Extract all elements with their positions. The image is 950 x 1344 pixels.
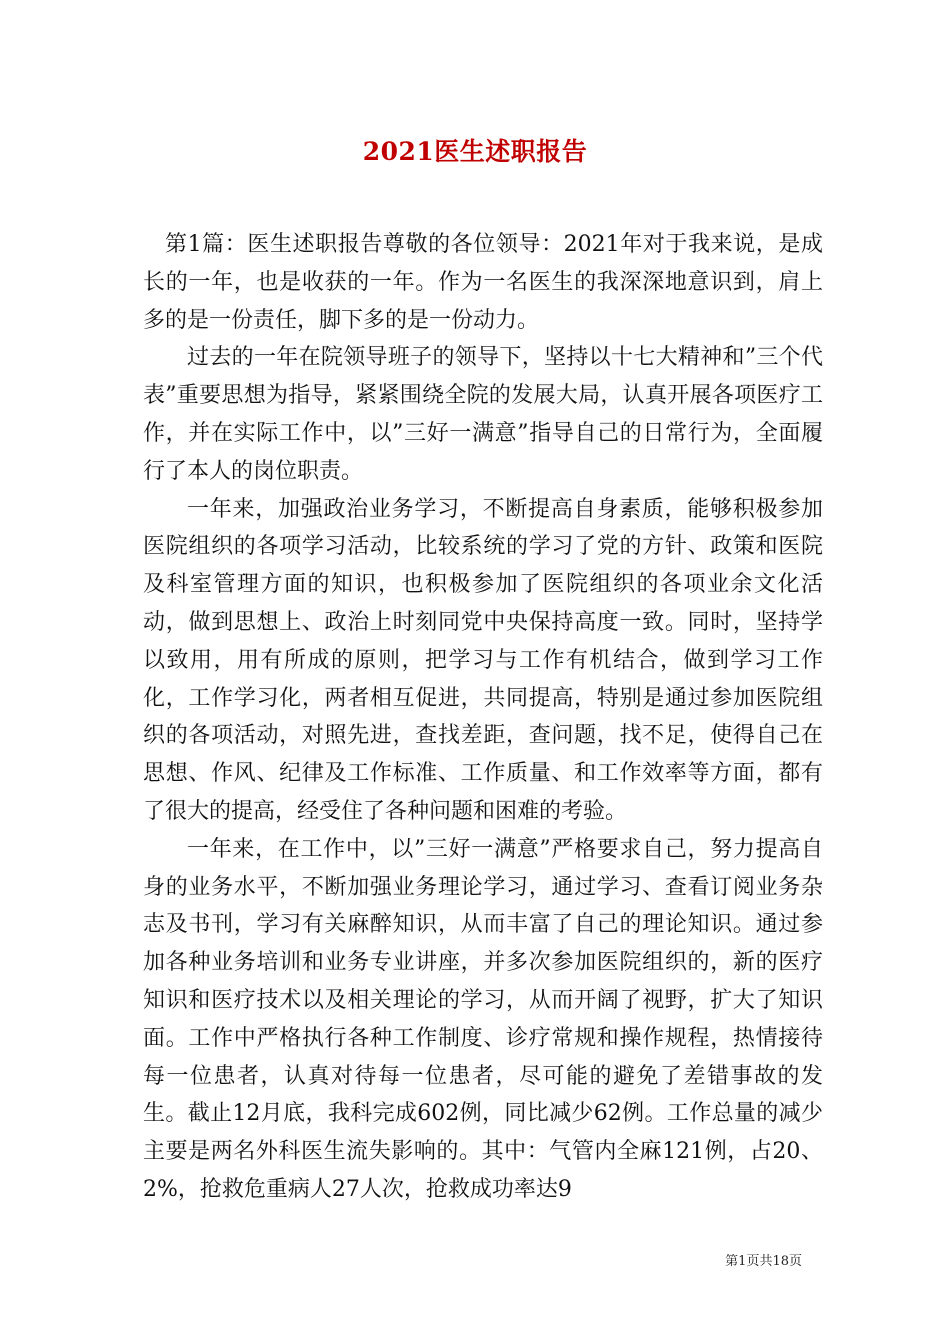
paragraph-4: 一年来，在工作中，以”三好一满意”严格要求自己，努力提高自身的业务水平，不断加强业务理论学习，通过学习、查看订阅业务杂志及书刊，学习有关麻醉知识，从而丰富了自己的理论知识。通过参加各种业务培训和业务专业讲座，并多次参加医院组织的，新的医疗知识和医疗技术以及相关理论的学习，从而开阔了视野，扩大了知识面。工作中严格执行各种工作制度、诊疗常规和操作规程，热情接待每一位患者，认真对待每一位患者，尽可能的避免了差错事故的发生。截止12月底，我科完成602例，同比减少62例。工作总量的减少主要是两名外科医生流失影响的。其中：气管内全麻121例，占20、2%，抢救危重病人27人次，抢救成功率达9 — [143, 836, 823, 1202]
paragraph-3: 一年来，加强政治业务学习，不断提高自身素质，能够积极参加医院组织的各项学习活动，比较系统的学习了党的方针、政策和医院及科室管理方面的知识，也积极参加了医院组织的各项业余文化活动，做到思想上、政治上时刻同党中央保持高度一致。同时，坚持学以致用，用有所成的原则，把学习与工作有机结合，做到学习工作化，工作学习化，两者相互促进，共同提高，特别是通过参加医院组织的各项活动，对照先进，查找差距，查问题，找不足，使得自己在思想、作风、纪律及工作标准、工作质量、和工作效率等方面，都有了很大的提高，经受住了各种问题和困难的考验。 — [143, 496, 823, 824]
document-title: 2021医生述职报告 — [362, 137, 588, 166]
paragraph-2: 过去的一年在院领导班子的领导下，坚持以十七大精神和”三个代表”重要思想为指导，紧紧围绕全院的发展大局，认真开展各项医疗工作，并在实际工作中，以”三好一满意”指导自己的日常行为，全面履行了本人的岗位职责。 — [143, 345, 823, 484]
document-body — [143, 226, 823, 1209]
page-number: 第1页共18页 — [725, 1254, 802, 1269]
paragraph-1: 第1篇：医生述职报告尊敬的各位领导：2021年对于我来说，是成长的一年，也是收获的一年。作为一名医生的我深深地意识到，肩上多的是一份责任，脚下多的是一份动力。 — [143, 232, 823, 333]
